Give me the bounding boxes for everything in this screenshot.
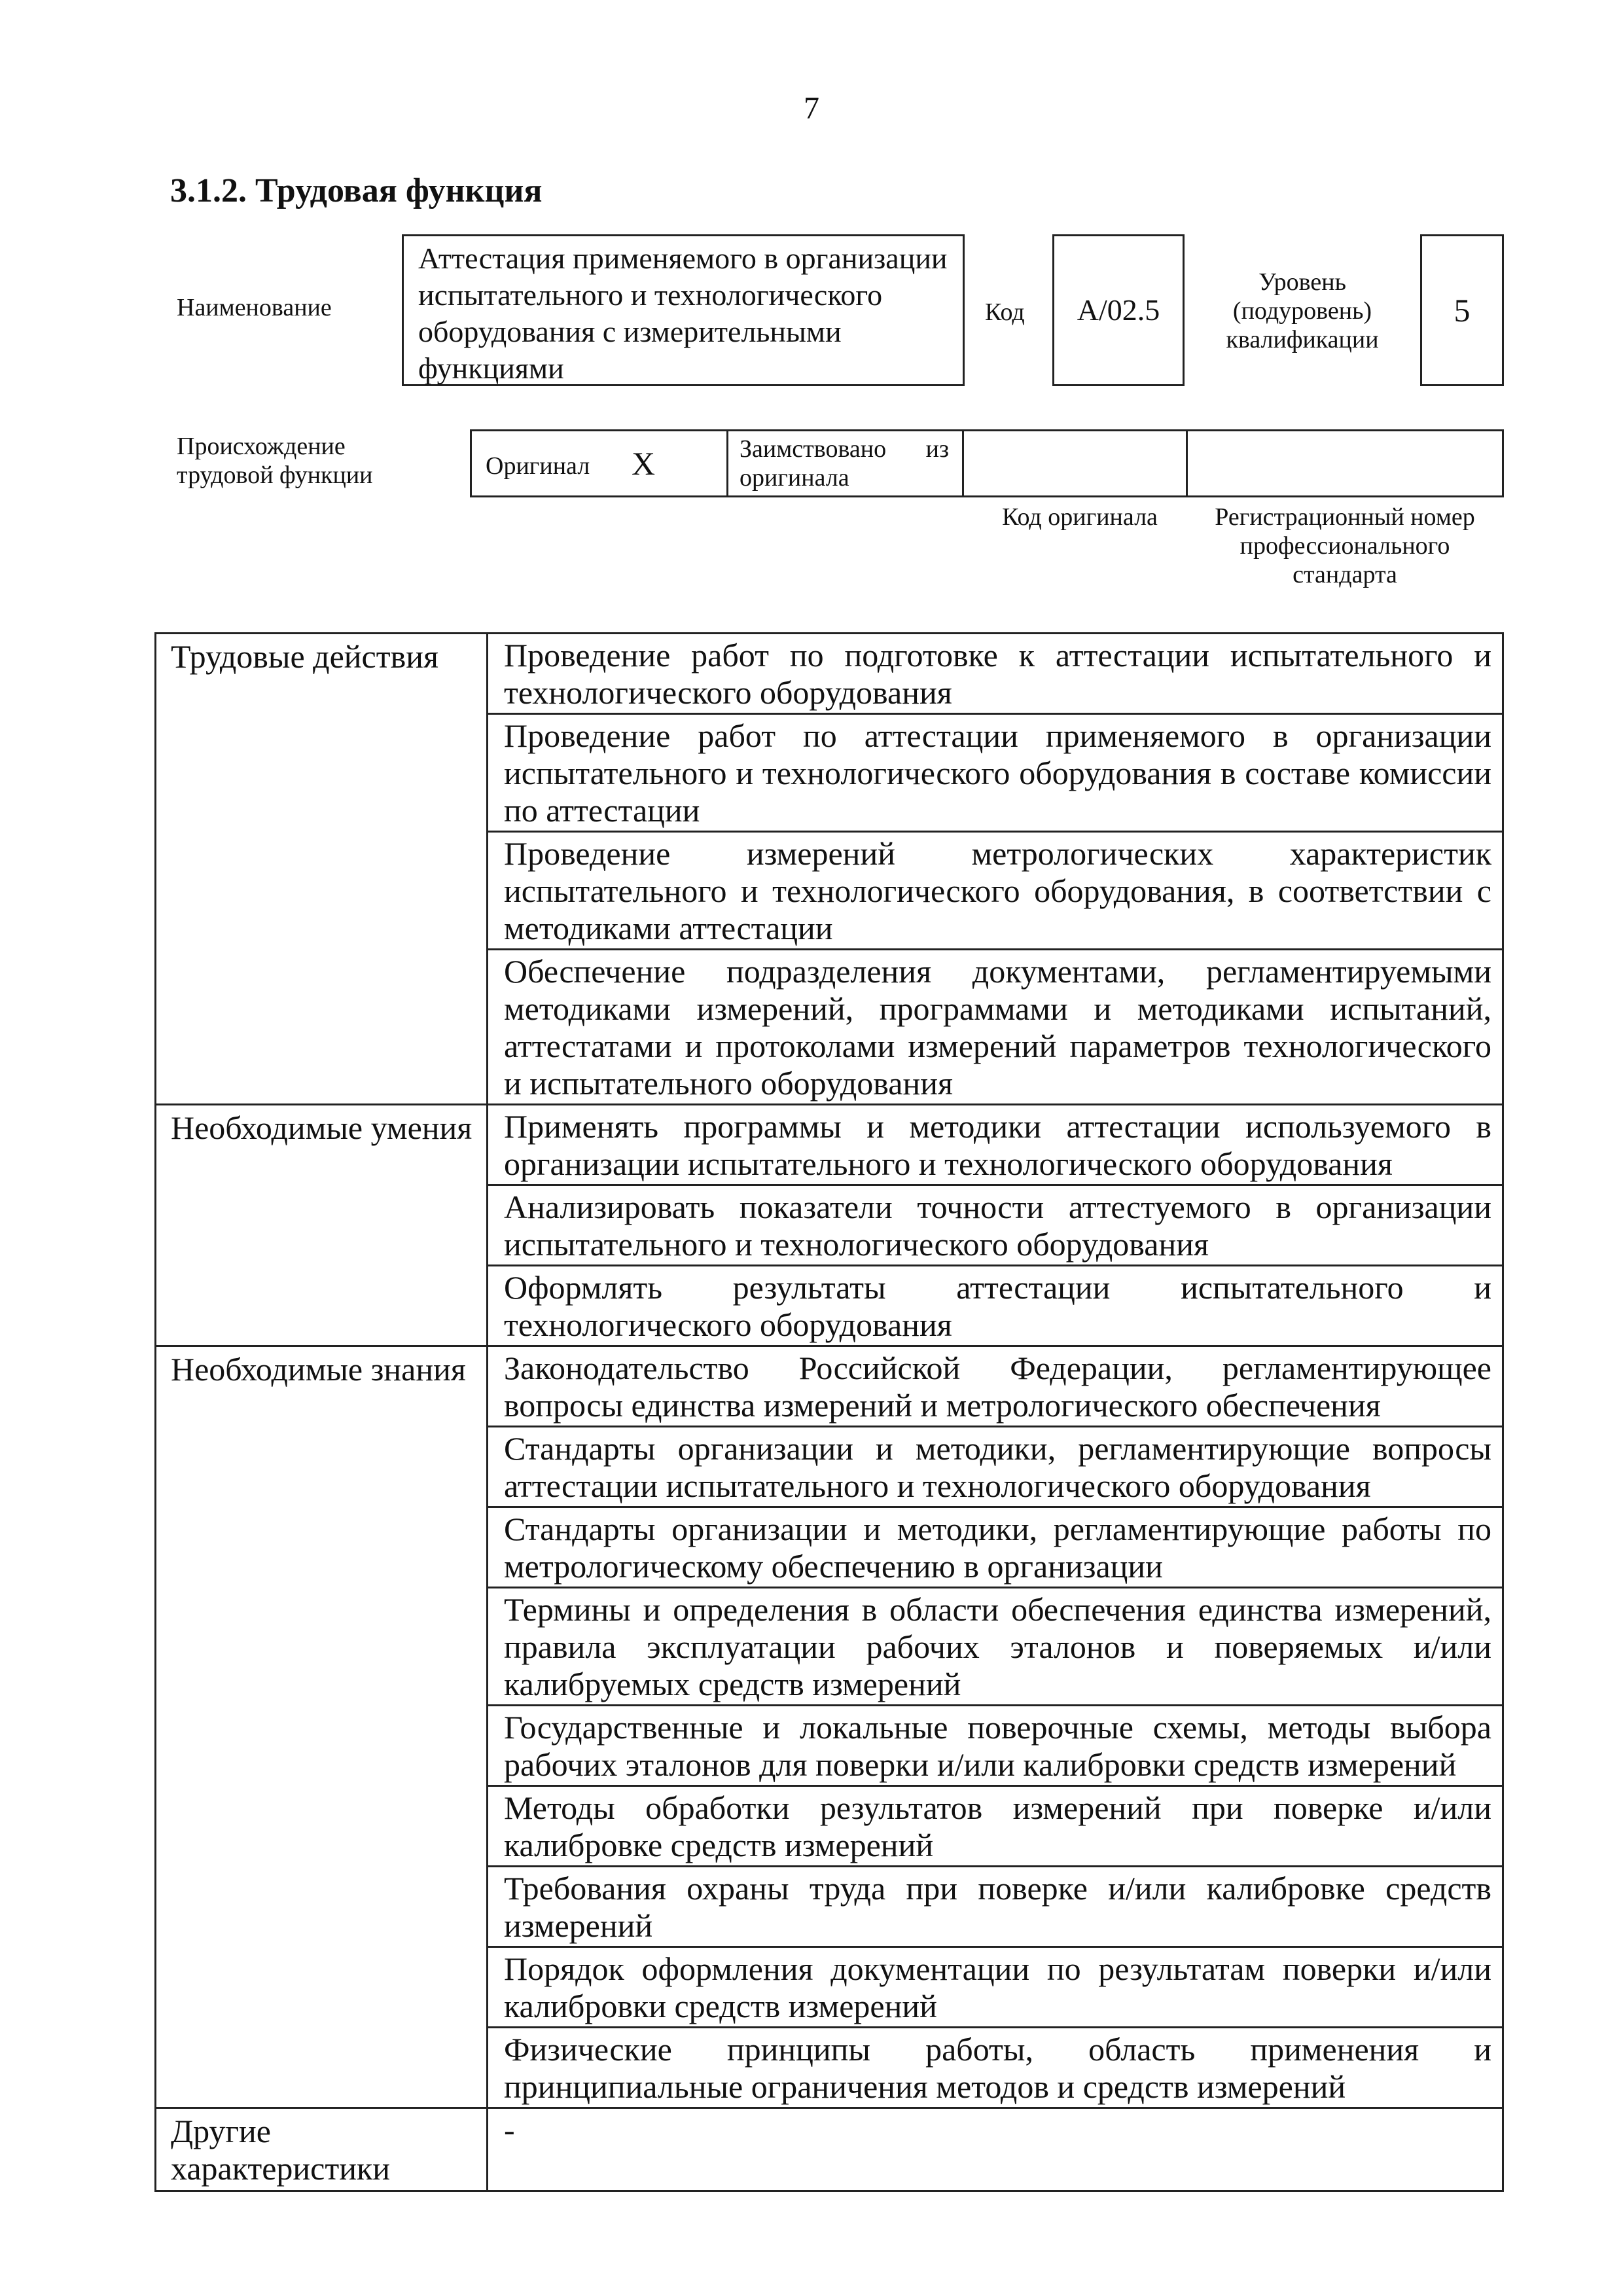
category-skills: Необходимые умения — [156, 1105, 488, 1346]
table-cell-item: Анализировать показатели точности аттестуемого в организации испытательного и технологического оборудования — [488, 1185, 1503, 1266]
code-label: Код — [985, 298, 1025, 326]
category-other: Другие характеристики — [156, 2108, 488, 2191]
table-row — [156, 1105, 1503, 1185]
table-row — [156, 634, 1503, 714]
table-cell-item: Обеспечение подразделения документами, регламентируемыми методиками измерений, программами и методиками испытаний, аттестатами и протоколами измерений параметров технологического и испытательного оборудования — [488, 950, 1503, 1105]
name-label: Наименование — [177, 294, 332, 321]
level-label: Уровень (подуровень) квалификации — [1226, 268, 1379, 353]
origin-divider — [1186, 429, 1188, 497]
section-title: 3.1.2. Трудовая функция — [170, 172, 543, 209]
table-cell-item: Физические принципы работы, область применения и принципиальные ограничения методов и средств измерений — [488, 2028, 1503, 2108]
original-mark: X — [632, 445, 656, 482]
table-cell-item: Методы обработки результатов измерений при поверке и/или калибровке средств измерений — [488, 1786, 1503, 1867]
original-label: Оригинал — [486, 452, 590, 480]
name-value-box — [402, 234, 965, 386]
table-cell-item: Стандарты организации и методики, регламентирующие вопросы аттестации испытательного и технологического оборудования — [488, 1427, 1503, 1507]
table-cell-item: Оформлять результаты аттестации испытательного и технологического оборудования — [488, 1266, 1503, 1346]
table-cell-item: Требования охраны труда при поверке и/или калибровке средств измерений — [488, 1867, 1503, 1947]
code-value-box — [1052, 234, 1185, 386]
origin-divider — [962, 429, 964, 497]
name-value: Аттестация применяемого в организации испытательного и технологического оборудования с измерительными функциями — [418, 242, 948, 385]
table-row — [156, 2108, 1503, 2191]
table-cell-item: Термины и определения в области обеспечения единства измерений, правила эксплуатации рабочих эталонов и поверяемых и/или калибруемых средств измерений — [488, 1588, 1503, 1706]
table-cell-item: Применять программы и методики аттестации используемого в организации испытательного и технологического оборудования — [488, 1105, 1503, 1185]
level-value: 5 — [1454, 291, 1471, 329]
code-original-caption: Код оригинала — [1002, 503, 1158, 531]
borrowed-label: Заимствовано из оригинала — [740, 435, 949, 492]
origin-divider — [726, 429, 728, 497]
category-labor-actions: Трудовые действия — [156, 634, 488, 1105]
characteristics-table — [154, 632, 1504, 2192]
table-cell-item: Порядок оформления документации по результатам поверки и/или калибровки средств измерений — [488, 1947, 1503, 2028]
level-value-box — [1420, 234, 1504, 386]
table-cell-item: Законодательство Российской Федерации, регламентирующее вопросы единства измерений и метрологического обеспечения — [488, 1346, 1503, 1427]
page-number: 7 — [804, 91, 819, 126]
table-cell-item: Стандарты организации и методики, регламентирующие работы по метрологическому обеспечению в организации — [488, 1507, 1503, 1588]
table-cell-item: Проведение работ по подготовке к аттестации испытательного и технологического оборудования — [488, 634, 1503, 714]
origin-label: Происхождение трудовой функции — [177, 433, 373, 489]
code-value: А/02.5 — [1077, 293, 1160, 327]
table-cell-item: Проведение работ по аттестации применяемого в организации испытательного и технологического оборудования в составе комиссии по аттестации — [488, 714, 1503, 832]
table-cell-item: Государственные и локальные поверочные схемы, методы выбора рабочих эталонов для поверки и/или калибровки средств измерений — [488, 1706, 1503, 1786]
reg-number-caption: Регистрационный номер профессионального стандарта — [1215, 503, 1475, 588]
category-knowledge: Необходимые знания — [156, 1346, 488, 2108]
table-row — [156, 1346, 1503, 1427]
table-cell-item: Проведение измерений метрологических характеристик испытательного и технологического оборудования, в соответствии с методиками аттестации — [488, 832, 1503, 950]
table-cell-item: - — [488, 2108, 1503, 2191]
origin-table — [470, 429, 1504, 497]
